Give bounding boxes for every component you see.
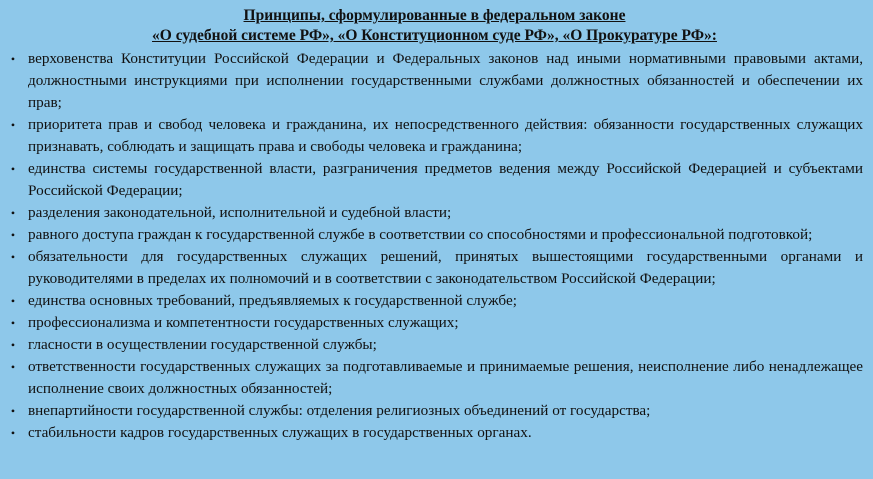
list-item <box>6 114 863 158</box>
list-item <box>6 224 863 246</box>
bullet-icon: • <box>10 294 16 308</box>
list-item-text: единства основных требований, предъявляемых к государственной службе; <box>28 292 517 309</box>
list-item <box>6 400 863 422</box>
list-item <box>6 290 863 312</box>
title-line-1: Принципы, сформулированные в федеральном законе <box>243 7 626 24</box>
list-item <box>6 356 863 400</box>
list-item-text: единства системы государственной власти, разграничения предметов ведения между Российской Федерацией и субъектами Российской Федерации; <box>28 160 863 199</box>
list-item-text: стабильности кадров государственных служащих в государственных органах. <box>28 424 532 441</box>
bullet-icon: • <box>10 228 16 242</box>
bullet-icon: • <box>10 316 16 330</box>
bullet-icon: • <box>10 338 16 352</box>
list-item <box>6 48 863 114</box>
list-item <box>6 422 863 444</box>
principles-list <box>6 48 863 444</box>
list-item-text: приоритета прав и свобод человека и гражданина, их непосредственного действия: обязанности государственных служащих признавать, соблюдать и защищать права и свободы человека и гражданина; <box>28 116 863 155</box>
bullet-icon: • <box>10 426 16 440</box>
bullet-icon: • <box>10 206 16 220</box>
list-item <box>6 246 863 290</box>
list-item-text: равного доступа граждан к государственной службе в соответствии со способностями и профессиональной подготовкой; <box>28 226 813 243</box>
bullet-icon: • <box>10 404 16 418</box>
list-item <box>6 334 863 356</box>
list-item-text: обязательности для государственных служащих решений, принятых вышестоящими государственными органами и руководителями в пределах их полномочий и в соответствии с законодательством Российской Федерации; <box>28 248 863 287</box>
bullet-icon: • <box>10 360 16 374</box>
list-item <box>6 312 863 334</box>
list-item <box>6 158 863 202</box>
list-item <box>6 202 863 224</box>
bullet-icon: • <box>10 250 16 264</box>
list-item-text: разделения законодательной, исполнительной и судебной власти; <box>28 204 452 221</box>
list-item-text: ответственности государственных служащих за подготавливаемые и принимаемые решения, неисполнение либо ненадлежащее исполнение своих должностных обязанностей; <box>28 358 863 397</box>
list-item-text: верховенства Конституции Российской Федерации и Федеральных законов над иными нормативными правовыми актами, должностными инструкциями при исполнении государственными службами должностных обязанностей и обеспечении их прав; <box>28 50 863 111</box>
bullet-icon: • <box>10 52 16 66</box>
title-line-2: «О судебной системе РФ», «О Конституционном суде РФ», «О Прокуратуре РФ»: <box>152 27 717 44</box>
list-item-text: гласности в осуществлении государственной службы; <box>28 336 377 353</box>
list-item-text: внепартийности государственной службы: отделения религиозных объединений от государства; <box>28 402 651 419</box>
bullet-icon: • <box>10 118 16 132</box>
bullet-icon: • <box>10 162 16 176</box>
list-item-text: профессионализма и компетентности государственных служащих; <box>28 314 459 331</box>
